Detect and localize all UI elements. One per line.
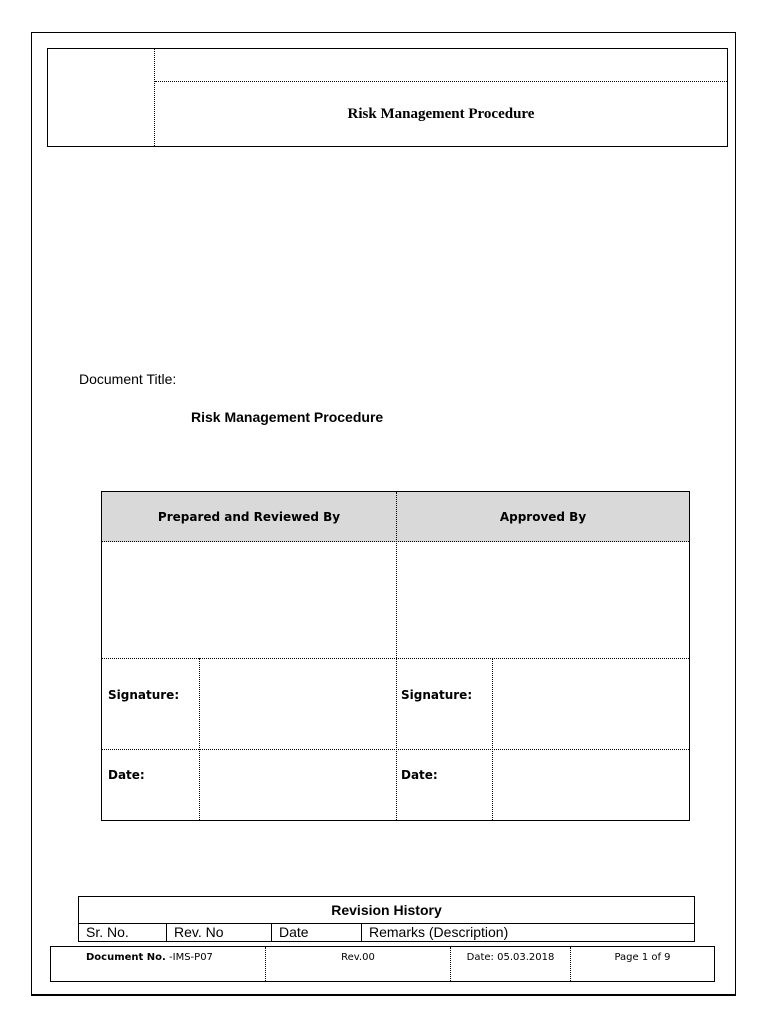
- footer-revision: Rev.00: [265, 947, 450, 981]
- document-footer: [50, 946, 715, 982]
- right-label-divider: [492, 658, 493, 820]
- approval-table: [101, 491, 690, 821]
- document-title-label: Document Title:: [79, 371, 177, 387]
- logo-cell: [48, 49, 155, 146]
- approved-by-header: Approved By: [499, 509, 587, 524]
- revision-history-title: Revision History: [79, 897, 694, 924]
- header-title: Risk Management Procedure: [347, 105, 535, 122]
- prepared-date-label: Date:: [108, 768, 145, 782]
- footer-date: Date: 05.03.2018: [450, 947, 570, 981]
- approved-date-label: Date:: [401, 768, 438, 782]
- prepared-reviewed-header: Prepared and Reviewed By: [157, 509, 341, 524]
- footer-doc-number-value: -IMS-P07: [165, 952, 213, 963]
- footer-doc-number: [86, 947, 266, 981]
- footer-doc-number-label: Document No.: [86, 952, 166, 963]
- left-label-divider: [199, 658, 200, 820]
- row-divider-signature: [102, 658, 689, 659]
- document-title-value: Risk Management Procedure: [191, 409, 384, 425]
- header-top-cell: [155, 49, 727, 82]
- rev-col-remarks: Remarks (Description): [361, 924, 694, 941]
- row-divider-date: [102, 749, 689, 750]
- revision-history-table: [78, 896, 695, 942]
- rev-col-sr-no: Sr. No.: [86, 924, 129, 940]
- approved-signature-label: Signature:: [401, 688, 473, 702]
- rev-col-rev-no: Rev. No: [166, 924, 271, 941]
- prepared-signature-label: Signature:: [108, 688, 180, 702]
- document-header: [47, 48, 728, 147]
- column-divider: [396, 492, 397, 820]
- footer-page-number: Page 1 of 9: [570, 947, 714, 981]
- rev-col-date: Date: [271, 924, 361, 941]
